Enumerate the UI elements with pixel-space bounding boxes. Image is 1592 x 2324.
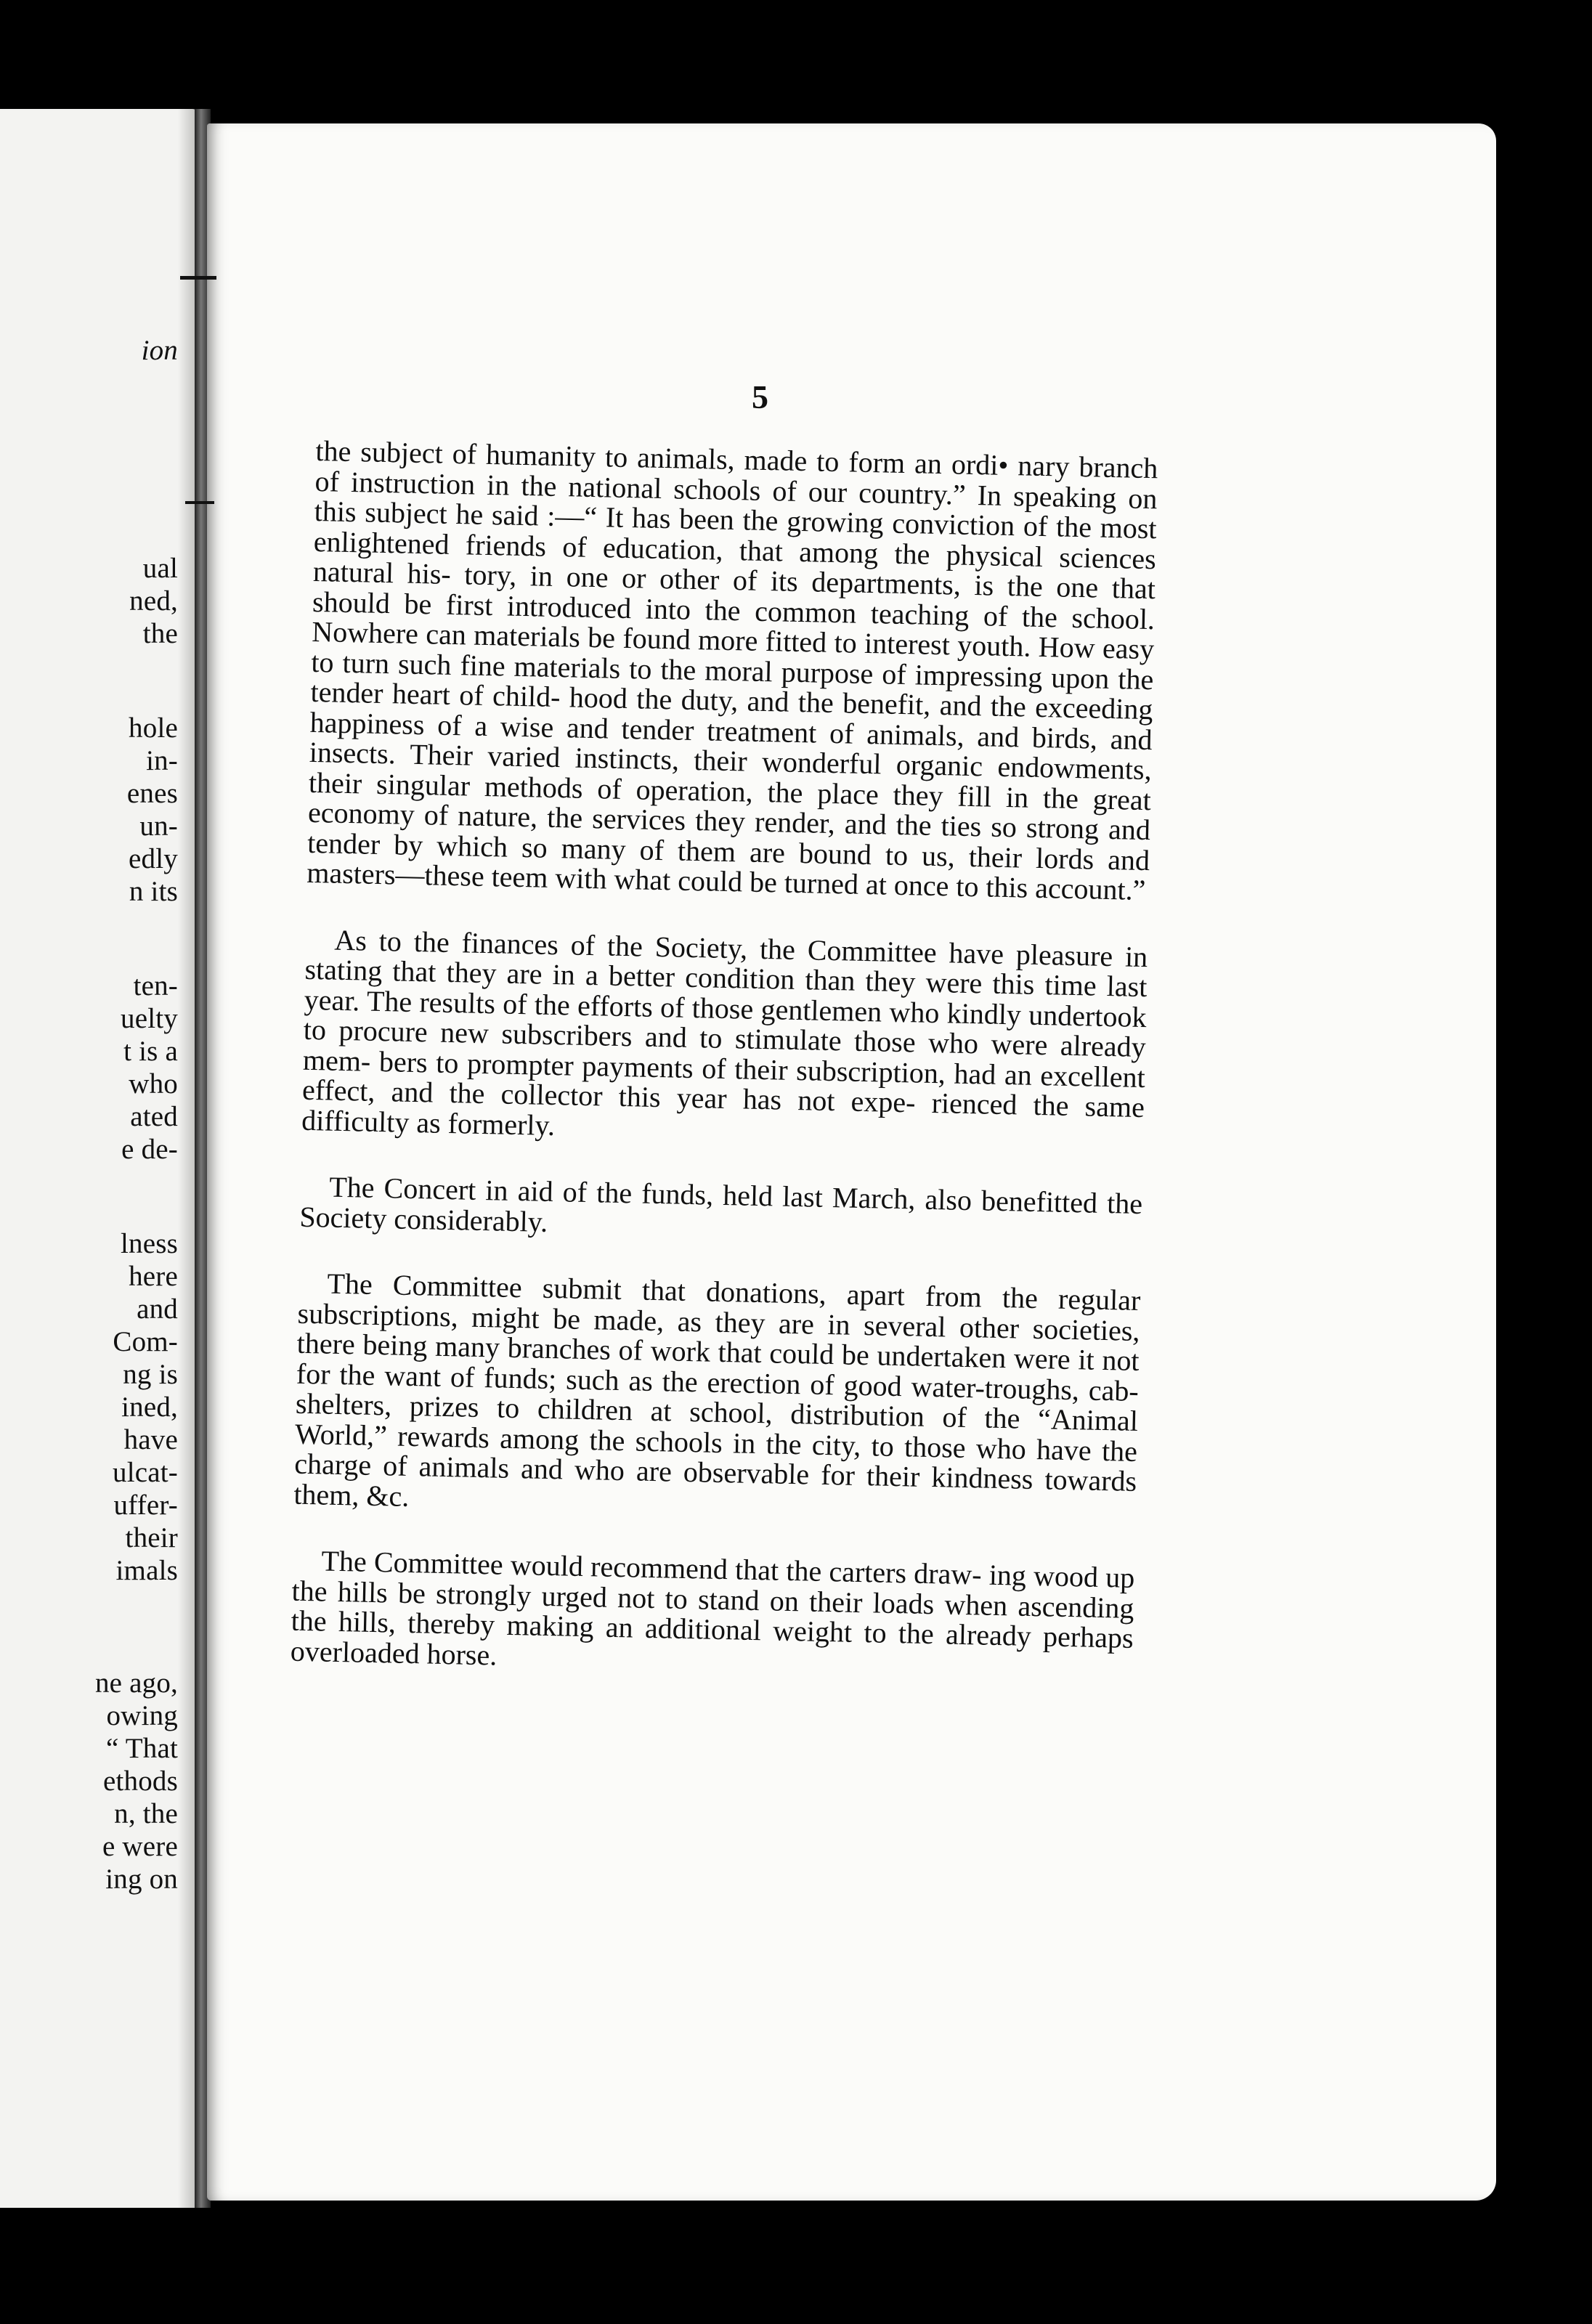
left-text-fragment: e were bbox=[102, 1831, 178, 1862]
left-text-fragment: un- bbox=[139, 810, 178, 842]
paragraph-humanity-quote: the subject of humanity to animals, made to form an ordi• nary branch of instruction in the national schools of our country.” In speaking on this subject he said :—“ It has been the growing conviction of the most enlightened friends of education, that among the physical sciences natural his- tory, in one or other of its departments, is the one that should be first introduced into the common teaching of the school. Nowhere can materials be found more fitted to interest youth. How easy to turn such fine materials to the moral purpose of impressing upon the tender heart of child- hood the duty, and the benefit, and the exceeding happiness of a wise and tender treatment of animals, and birds, and insects. Their varied instincts, their wonderful organic endowments, their singular methods of operation, the place they fill in the great economy of nature, the services they render, and the ties so strong and tender by which so many of them are bound to us, their lords and masters—these teem with what could be turned at once to this account.” bbox=[306, 434, 1158, 907]
left-text-fragment: their bbox=[125, 1522, 178, 1553]
paragraph-carters: The Committee would recommend that the carters draw- ing wood up the hills be strongly urged not to stand on their loads when ascending the hills, thereby making an additional weight to the already perhaps overloaded horse. bbox=[290, 1544, 1135, 1672]
left-text-fragment: ne ago, bbox=[94, 1667, 178, 1699]
left-text-fragment: edly bbox=[129, 843, 178, 874]
left-text-fragment: uelty bbox=[121, 1003, 178, 1034]
left-page-text-fragments bbox=[0, 109, 200, 2208]
left-text-fragment: ined, bbox=[121, 1391, 178, 1423]
stray-mark bbox=[180, 276, 216, 280]
left-text-fragment: ulcat- bbox=[113, 1457, 178, 1488]
left-text-fragment: here bbox=[129, 1261, 178, 1292]
paragraph-concert: The Concert in aid of the funds, held last March, also benefitted the Society considerably. bbox=[299, 1170, 1143, 1238]
left-text-fragment: and bbox=[137, 1293, 178, 1325]
left-text-fragment: ual bbox=[142, 553, 178, 584]
left-text-fragment: ned, bbox=[129, 585, 178, 617]
left-text-fragment: ten- bbox=[133, 970, 178, 1001]
paragraph-donations: The Committee submit that donations, apart from the regular subscriptions, might be made, as they are in several other societies, there being many branches of work that could be undertaken were it not for the want of funds; such as the erection of good water-troughs, cab-shelters, prizes to children at school, distribution of the “Animal World,” rewards among the schools in the city, to those who have the charge of animals and who are observable for their kindness towards them, &c. bbox=[293, 1267, 1141, 1513]
left-text-fragment: “ That bbox=[105, 1733, 178, 1764]
left-text-fragment: Com- bbox=[113, 1326, 178, 1357]
left-text-fragment: who bbox=[129, 1068, 178, 1100]
left-text-fragment: owing bbox=[106, 1700, 178, 1731]
left-text-fragment: n, the bbox=[114, 1798, 178, 1829]
left-text-fragment: ion bbox=[141, 335, 178, 366]
page-body bbox=[289, 436, 1158, 1720]
left-text-fragment: ng is bbox=[123, 1359, 178, 1390]
left-text-fragment: hole bbox=[129, 712, 178, 744]
left-text-fragment: in- bbox=[146, 745, 178, 776]
paragraph-finances: As to the finances of the Society, the Committee have pleasure in stating that they are in a better condition than they were this time last year. The results of the efforts of those gentlemen who kindly undertook to procure new subscribers and to stimulate those who were already mem- bers to prompter payments of their subscription, had an excellent effect, and the collector this year has not expe- rienced the same difficulty as formerly. bbox=[301, 923, 1148, 1142]
left-text-fragment: imals bbox=[115, 1555, 178, 1586]
left-text-fragment: enes bbox=[126, 778, 178, 809]
left-text-fragment: t is a bbox=[123, 1036, 178, 1067]
left-page bbox=[0, 109, 200, 2208]
left-text-fragment: uffer- bbox=[113, 1490, 178, 1521]
left-text-fragment: ethods bbox=[102, 1766, 178, 1797]
left-text-fragment: lness bbox=[121, 1228, 178, 1259]
left-text-fragment: ing on bbox=[105, 1864, 178, 1895]
left-text-fragment: n its bbox=[129, 876, 178, 907]
left-text-fragment: e de- bbox=[121, 1134, 178, 1165]
left-text-fragment: the bbox=[142, 618, 178, 649]
right-page bbox=[207, 123, 1496, 2201]
left-text-fragment: ated bbox=[130, 1101, 178, 1132]
left-text-fragment: have bbox=[123, 1424, 178, 1455]
page-number: 5 bbox=[752, 378, 768, 415]
stray-mark bbox=[185, 501, 214, 504]
